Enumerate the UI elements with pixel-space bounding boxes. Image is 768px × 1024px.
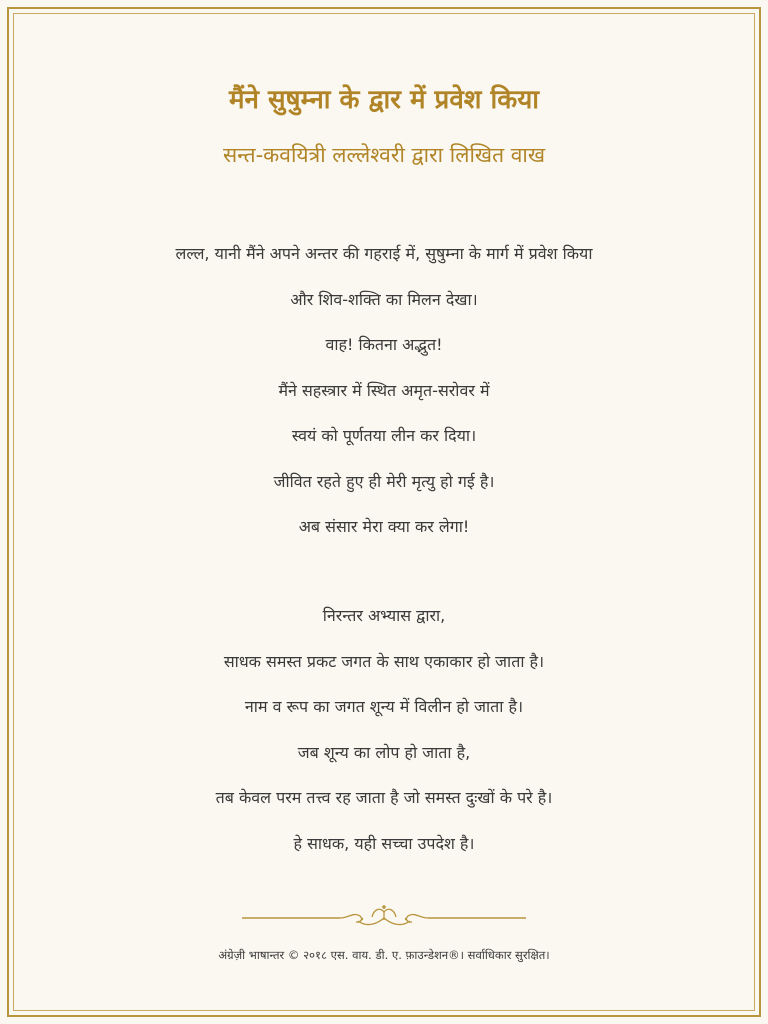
verse-line: तब केवल परम तत्त्व रह जाता है जो समस्त दुःखों के परे है।: [215, 788, 553, 807]
ornament-divider-icon: [240, 903, 528, 931]
verse-line: लल्ल, यानी मैंने अपने अन्तर की गहराई में, सुषुम्ना के मार्ग में प्रवेश किया: [175, 244, 593, 263]
document-title: मैंने सुषुम्ना के द्वार में प्रवेश किया: [228, 85, 540, 115]
verse-line: जीवित रहते हुए ही मेरी मृत्यु हो गई है।: [273, 471, 495, 491]
verse-line: अब संसार मेरा क्या कर लेगा!: [298, 517, 470, 536]
verse-line: निरन्तर अभ्यास द्वारा,: [322, 606, 446, 625]
stanza-2: [40, 593, 728, 866]
copyright-footer: अंग्रेज़ी भाषान्तर © २०१८ एस. वाय. डी. ए. फ़ाउन्डेशन®। सर्वाधिकार सुरक्षित।: [218, 948, 550, 962]
verse-line: और शिव-शक्ति का मिलन देखा।: [290, 289, 478, 309]
verse-line: मैंने सहस्त्रार में स्थित अमृत-सरोवर में: [278, 380, 490, 400]
verse-line: नाम व रूप का जगत शून्य में विलीन हो जाता है।: [244, 697, 524, 716]
verse-line: स्वयं को पूर्णतया लीन कर दिया।: [291, 426, 477, 445]
document-subtitle: सन्त-कवयित्री लल्लेश्वरी द्वारा लिखित वाख: [222, 143, 546, 167]
verse-line: साधक समस्त प्रकट जगत के साथ एकाकार हो जाता है।: [223, 651, 545, 671]
verse-line: वाह! कितना अद्भुत!: [325, 335, 443, 354]
verse-line: हे साधक, यही सच्चा उपदेश है।: [293, 833, 475, 853]
verse-line: जब शून्य का लोप हो जाता है,: [297, 742, 471, 762]
stanza-1: [40, 231, 728, 550]
